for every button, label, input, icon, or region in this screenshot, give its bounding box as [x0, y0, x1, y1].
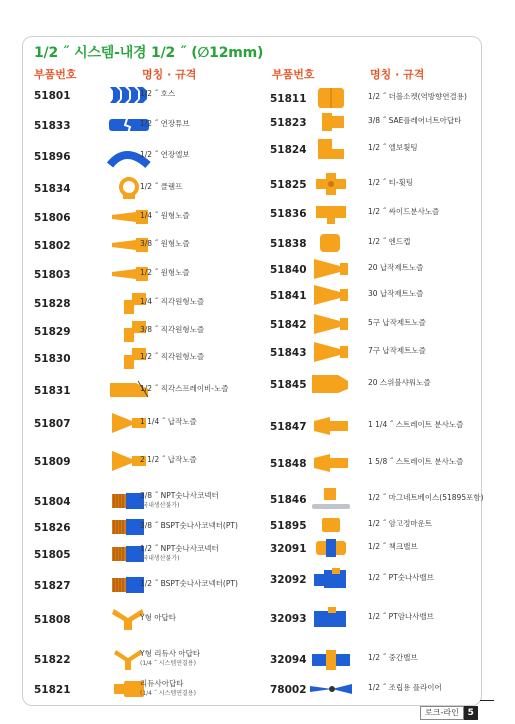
left-part-row: [34, 606, 264, 632]
part-spec-text: 1/2 ˝ NPT숫나사코넥터: [140, 544, 219, 553]
part-number: 51840: [270, 264, 307, 276]
part-spec-text: 1 1/4 ˝ 납작노즐: [140, 417, 197, 426]
part-spec: [140, 521, 238, 531]
part-number: 51833: [34, 120, 71, 132]
part-spec: [140, 384, 229, 394]
part-spec: [368, 653, 418, 663]
part-spec-text: 리듀사아답타: [140, 679, 184, 688]
part-spec-note: (국내생산불가): [140, 502, 180, 509]
part-spec-text: 1 1/4 ˝ 스트레이트 분사노즐: [368, 420, 464, 429]
part-number: 51811: [270, 93, 307, 105]
right-part-row: [270, 486, 500, 512]
part-spec: [140, 613, 176, 623]
inline-valve-icon: [308, 646, 354, 672]
part-spec: [140, 649, 200, 669]
header-part-no-left: 부품번호: [34, 68, 77, 81]
part-spec-text: 30 납작제트노즐: [368, 289, 424, 298]
part-spec: [368, 612, 434, 622]
part-spec-text: 3/8 ˝ 원형노즐: [140, 239, 190, 248]
part-spec: [140, 579, 238, 589]
flat-jet-nozzle-icon: [308, 339, 354, 365]
flare-nut-adapter-icon: [308, 109, 354, 135]
part-spec: [368, 116, 461, 126]
part-spec-text: 1/2 ˝ PT숫나사밸브: [368, 573, 434, 582]
part-number: 51830: [34, 353, 71, 365]
part-spec: [368, 143, 418, 153]
part-spec: [140, 182, 182, 192]
end-cap-icon: [308, 230, 354, 256]
part-spec-text: 1 5/8 ˝ 스트레이트 분사노즐: [368, 457, 464, 466]
right-part-row: [270, 339, 500, 365]
part-number: 51808: [34, 614, 71, 626]
part-spec-text: 1/2 ˝ 엘보휫팅: [368, 143, 418, 152]
page-title: 1/2 ˝ 시스템-내경 1/2 ˝ (∅12mm): [34, 45, 264, 61]
part-number: 51823: [270, 117, 307, 129]
left-part-row: [34, 377, 264, 403]
part-spec: [140, 455, 197, 465]
part-spec-text: 5구 납작제트노즐: [368, 318, 426, 327]
part-spec-text: 2 1/2 ˝ 납작노즐: [140, 455, 197, 464]
right-part-row: [270, 171, 500, 197]
part-spec-text: 1/2 ˝ 클램프: [140, 182, 183, 191]
part-number: 51836: [270, 208, 307, 220]
part-spec-text: 1/2 ˝ PT암나사밸브: [368, 612, 434, 621]
header-spec-right: 명칭 · 규격: [370, 68, 425, 81]
left-part-row: [34, 541, 264, 567]
right-part-row: [270, 646, 500, 672]
part-spec-text: 20 스위블샤워노즐: [368, 378, 431, 387]
valve-male-icon: [308, 566, 354, 592]
magnet-base-icon: [308, 486, 354, 512]
elbow-fitting-icon: [308, 136, 354, 162]
part-spec-text: 1/2 ˝ 중간밸브: [368, 653, 418, 662]
part-number: 32092: [270, 574, 307, 586]
part-spec: [140, 239, 190, 249]
flat-jet-nozzle-icon: [308, 256, 354, 282]
right-part-row: [270, 282, 500, 308]
part-spec-text: 1/2 ˝ 더블소켓(역방향연결용): [368, 92, 467, 101]
part-number: 51805: [34, 549, 71, 561]
right-part-row: [270, 85, 500, 111]
part-spec-text: 1/2 ˝ 호스: [140, 89, 176, 98]
part-number: 78002: [270, 684, 307, 696]
right-part-row: [270, 109, 500, 135]
part-spec: [140, 491, 219, 511]
straight-nozzle-icon: [308, 413, 354, 439]
left-part-row: [34, 572, 264, 598]
tee-fitting-icon: [308, 171, 354, 197]
part-number: 51842: [270, 319, 307, 331]
part-spec: [368, 457, 463, 467]
part-number: 51845: [270, 379, 307, 391]
part-spec: [140, 352, 204, 362]
header-part-no-right: 부품번호: [272, 68, 315, 81]
part-number: 51846: [270, 494, 307, 506]
part-number: 32094: [270, 654, 307, 666]
footer: [420, 706, 478, 720]
part-number: 51824: [270, 144, 307, 156]
part-spec: [140, 150, 190, 160]
left-part-row: [34, 410, 264, 436]
part-spec-text: Y형 리듀사 아답타: [140, 649, 201, 658]
right-part-row: [270, 230, 500, 256]
right-part-row: [270, 566, 500, 592]
part-spec: [140, 544, 219, 564]
part-spec-text: 1/2 ˝ 원형노즐: [140, 268, 190, 277]
part-number: 51825: [270, 179, 307, 191]
part-spec-text: 1/2 ˝ 조립용 플라이어: [368, 683, 442, 692]
part-number: 51828: [34, 298, 71, 310]
straight-nozzle-icon: [308, 450, 354, 476]
part-spec-text: 1/2 ˝ 싸이드분사노즐: [368, 207, 440, 216]
swivel-shower-nozzle-icon: [308, 371, 354, 397]
right-part-row: [270, 413, 500, 439]
flat-jet-nozzle-icon: [308, 282, 354, 308]
part-spec: [368, 237, 410, 247]
left-part-row: [34, 514, 264, 540]
pliers-icon: [308, 676, 354, 702]
part-spec: [140, 679, 196, 699]
left-part-row: [34, 175, 264, 201]
part-spec: [140, 268, 190, 278]
part-spec: [368, 346, 426, 356]
side-nozzle-icon: [308, 200, 354, 226]
part-number: 51848: [270, 458, 307, 470]
part-spec: [140, 325, 204, 335]
part-spec: [368, 178, 413, 188]
part-number: 51843: [270, 347, 307, 359]
part-spec-text: 1/2 ˝ 암고정마운트: [368, 519, 433, 528]
footer-rule: [480, 700, 494, 701]
right-part-row: [270, 200, 500, 226]
part-spec: [140, 297, 204, 307]
part-spec-text: 1/4 ˝ 원형노즐: [140, 211, 190, 220]
right-part-row: [270, 311, 500, 337]
part-spec-note: (국내생산불가): [140, 555, 180, 562]
part-spec-text: 1/2 ˝ 마그네트베이스(51895포함): [368, 493, 484, 502]
part-number: 51834: [34, 183, 71, 195]
part-spec: [368, 263, 423, 273]
left-part-row: [34, 143, 264, 169]
part-spec-text: 3/8 ˝ SAE플레어너트아답타: [368, 116, 462, 125]
right-part-row: [270, 136, 500, 162]
part-spec-text: 20 납작제트노즐: [368, 263, 424, 272]
part-spec: [368, 683, 442, 693]
left-part-row: [34, 488, 264, 514]
part-number: 51807: [34, 418, 71, 430]
left-part-row: [34, 290, 264, 316]
part-spec: [368, 289, 423, 299]
left-part-row: [34, 448, 264, 474]
part-spec: [368, 542, 418, 552]
left-part-row: [34, 232, 264, 258]
part-spec-text: 1/2 ˝ 엔드캡: [368, 237, 411, 246]
part-number: 51809: [34, 456, 71, 468]
part-number: 32091: [270, 543, 307, 555]
footer-brand: 로크-라인: [420, 706, 464, 720]
part-spec-text: 1/2 ˝ 책크밸브: [368, 542, 418, 551]
left-part-row: [34, 676, 264, 702]
right-part-row: [270, 256, 500, 282]
part-spec-text: 1/2 ˝ 연장튜브: [140, 119, 190, 128]
part-number: 51896: [34, 151, 71, 163]
part-spec-text: 3/8 ˝ BSPT숫나사코넥터(PT): [140, 521, 238, 530]
part-spec: [368, 573, 434, 583]
valve-female-icon: [308, 605, 354, 631]
part-spec-text: 3/8 ˝ NPT숫나사코넥터: [140, 491, 219, 500]
part-spec: [140, 211, 190, 221]
part-number: 51827: [34, 580, 71, 592]
part-spec-text: 7구 납작제트노즐: [368, 346, 426, 355]
part-spec-text: 1/2 ˝ 티-휫팅: [368, 178, 414, 187]
part-number: 51806: [34, 212, 71, 224]
part-spec: [368, 519, 432, 529]
part-spec-text: 1/2 ˝ 직각원형노즐: [140, 352, 205, 361]
part-number: 51802: [34, 240, 71, 252]
left-part-row: [34, 112, 264, 138]
part-number: 51821: [34, 684, 71, 696]
part-number: 51829: [34, 326, 71, 338]
part-number: 51822: [34, 654, 71, 666]
left-part-row: [34, 646, 264, 672]
double-socket-icon: [308, 85, 354, 111]
part-number: 51801: [34, 90, 71, 102]
left-part-row: [34, 204, 264, 230]
left-part-row: [34, 345, 264, 371]
part-spec: [368, 207, 439, 217]
part-number: 51838: [270, 238, 307, 250]
page-number: 5: [464, 706, 478, 720]
part-spec-text: 1/4 ˝ 직각원형노즐: [140, 297, 205, 306]
right-part-row: [270, 676, 500, 702]
part-spec: [140, 417, 197, 427]
part-number: 51826: [34, 522, 71, 534]
part-number: 51841: [270, 290, 307, 302]
part-spec: [368, 493, 484, 503]
header-spec-left: 명칭 · 규격: [142, 68, 197, 81]
part-number: 51831: [34, 385, 71, 397]
part-spec-text: 3/8 ˝ 직각원형노즐: [140, 325, 205, 334]
part-number: 51895: [270, 520, 307, 532]
part-spec-text: 1/2 ˝ 직각스프레이비-노즐: [140, 384, 229, 393]
part-spec-note: (1/4 ˝ 시스템연결용): [140, 690, 196, 697]
part-spec-text: Y형 아답타: [140, 613, 176, 622]
left-part-row: [34, 82, 264, 108]
part-spec: [140, 119, 190, 129]
left-part-row: [34, 261, 264, 287]
right-part-row: [270, 605, 500, 631]
part-number: 51804: [34, 496, 71, 508]
part-spec-text: 1/2 ˝ BSPT숫나사코넥터(PT): [140, 579, 238, 588]
part-spec: [140, 89, 175, 99]
part-spec-text: 1/2 ˝ 연장엘보: [140, 150, 190, 159]
right-part-row: [270, 535, 500, 561]
part-number: 32093: [270, 613, 307, 625]
part-spec-note: (1/4 ˝ 시스템연결용): [140, 660, 196, 667]
right-part-row: [270, 450, 500, 476]
part-spec: [368, 318, 426, 328]
part-number: 51803: [34, 269, 71, 281]
left-part-row: [34, 318, 264, 344]
right-part-row: [270, 371, 500, 397]
part-number: 51847: [270, 421, 307, 433]
flat-jet-nozzle-icon: [308, 311, 354, 337]
part-spec: [368, 378, 431, 388]
part-spec: [368, 92, 467, 102]
part-spec: [368, 420, 463, 430]
check-valve-icon: [308, 535, 354, 561]
